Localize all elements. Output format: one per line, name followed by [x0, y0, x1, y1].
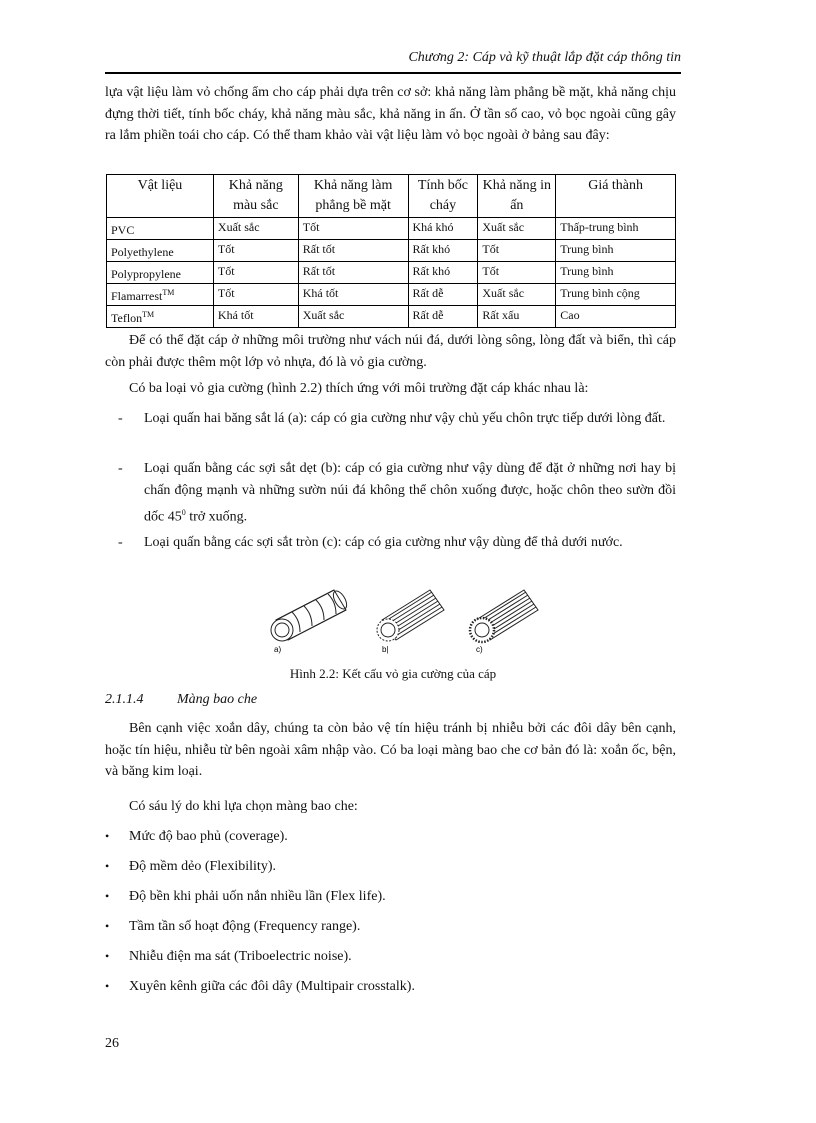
color-cell: Tốt: [213, 262, 298, 284]
color-cell: Khá tốt: [213, 306, 298, 328]
dash-marker: -: [118, 411, 123, 426]
price-cell: Trung bình: [556, 262, 676, 284]
surface-cell: Khá tốt: [298, 284, 408, 306]
intro-paragraph: lựa vật liệu làm vỏ chống ẩm cho cáp phải dựa trên cơ sở: khả năng làm phẳng bề mặt, khả năng chịu đựng thời tiết, tính bốc cháy, khả năng màu sắc, khả năng in ấn. Ở tần số cao, vỏ bọc ngoài cũng gây ra lắm phiền toái cho cáp. Có thể tham khảo vài vật liệu làm vỏ bọc ngoài ở bảng sau đây:: [105, 85, 676, 143]
bullet-item: [105, 856, 276, 877]
bullet-item: [105, 916, 360, 937]
bullet-marker: •: [105, 859, 110, 873]
dash-marker: -: [118, 461, 123, 476]
list-item: [118, 532, 676, 554]
fire-cell: Rất dễ: [408, 284, 478, 306]
print-cell: Tốt: [478, 240, 556, 262]
price-cell: Cao: [556, 306, 676, 328]
print-cell: Xuất sắc: [478, 284, 556, 306]
price-cell: Trung bình cộng: [556, 284, 676, 306]
print-cell: Rất xấu: [478, 306, 556, 328]
list-item-text: Loại quấn bằng các sợi sắt dẹt (b): cáp có gia cường như vậy dùng để đặt ở những nơi hay bị chấn động mạnh và những sườn núi đá không thể chôn xuống được, hoặc chôn theo sườn đồi dốc $45^0$ trở xuống.: [144, 461, 676, 525]
table-row: [107, 262, 676, 284]
figure-label-c: c): [476, 645, 483, 654]
list-item: [118, 408, 676, 430]
bullet-item: [105, 946, 352, 967]
list-item-text: Loại quấn hai băng sắt lá (a): cáp có gia cường như vậy chủ yếu chôn trực tiếp dưới lòng đất.: [144, 411, 666, 426]
bullet-marker: •: [105, 829, 110, 843]
surface-cell: Rất tốt: [298, 262, 408, 284]
bullet-text: Xuyên kênh giữa các đôi dây (Multipair crosstalk).: [129, 979, 415, 994]
cable-b-illustration: [377, 590, 444, 641]
fire-cell: Rất khó: [408, 262, 478, 284]
surface-cell: Tốt: [298, 218, 408, 240]
armor-paragraph: Để có thể đặt cáp ở những môi trường như vách núi đá, dưới lòng sông, lòng đất và biển, thì cáp còn phải được thêm một lớp vỏ nhựa, đó là vỏ gia cường.: [105, 333, 676, 370]
material-cell: Flamarrest™: [107, 284, 214, 306]
table-header-row: [107, 175, 676, 218]
bullet-item: [105, 826, 288, 847]
table-row: [107, 284, 676, 306]
bullet-marker: •: [105, 949, 110, 963]
table-header-cell: Khả năng làm phẳng bề mặt: [298, 175, 408, 218]
list-item-text: Loại quấn bằng các sợi sắt tròn (c): cáp có gia cường như vậy dùng để thả dưới nước.: [144, 535, 623, 550]
materials-table: [106, 174, 676, 328]
bullet-item: [105, 976, 415, 997]
bullet-item: [105, 886, 386, 907]
price-cell: Trung bình: [556, 240, 676, 262]
table-header-cell: Tính bốc cháy: [408, 175, 478, 218]
section-number: 2.1.1.4: [105, 692, 144, 707]
figure-label-b: b|: [382, 645, 389, 654]
surface-cell: Xuất sắc: [298, 306, 408, 328]
table-header-cell: Khả năng in ấn: [478, 175, 556, 218]
fire-cell: Rất khó: [408, 240, 478, 262]
fire-cell: Rất dễ: [408, 306, 478, 328]
section-title: Màng bao che: [177, 692, 258, 707]
page-number: 26: [105, 1036, 119, 1051]
surface-cell: Rất tốt: [298, 240, 408, 262]
table-row: [107, 218, 676, 240]
table-row: [107, 306, 676, 328]
print-cell: Tốt: [478, 262, 556, 284]
bullet-marker: •: [105, 979, 110, 993]
table-row: [107, 240, 676, 262]
cable-c-illustration: [470, 590, 538, 642]
print-cell: Xuất sắc: [478, 218, 556, 240]
table-header-cell: Giá thành: [556, 175, 676, 218]
color-cell: Tốt: [213, 284, 298, 306]
bullet-text: Độ bền khi phải uốn nắn nhiều lần (Flex life).: [129, 889, 386, 904]
material-cell: Polypropylene: [107, 262, 214, 284]
bullet-text: Độ mềm dẻo (Flexibility).: [129, 859, 276, 874]
figure-label-a: a): [274, 645, 282, 654]
shield-reasons-paragraph: Có sáu lý do khi lựa chọn màng bao che:: [129, 799, 358, 814]
table-header-cell: Vật liệu: [107, 175, 214, 218]
bullet-text: Nhiễu điện ma sát (Triboelectric noise).: [129, 949, 352, 964]
material-cell: PVC: [107, 218, 214, 240]
dash-marker: -: [118, 535, 123, 550]
running-header: Chương 2: Cáp và kỹ thuật lắp đặt cáp thông tin: [408, 50, 681, 65]
price-cell: Thấp-trung bình: [556, 218, 676, 240]
material-cell: Teflon™: [107, 306, 214, 328]
cable-a-illustration: [271, 589, 349, 641]
figure-caption: Hình 2.2: Kết cấu vỏ gia cường của cáp: [289, 666, 497, 681]
bullet-marker: •: [105, 919, 110, 933]
bullet-marker: •: [105, 889, 110, 903]
shield-paragraph: Bên cạnh việc xoắn dây, chúng ta còn bảo vệ tín hiệu tránh bị nhiễu bởi các đôi dây bên cạnh, hoặc tín hiệu, nhiễu từ bên ngoài xâm nhập vào. Có ba loại màng bao che cơ bản đó là: xoắn ốc, bện, và băng kim loại.: [105, 721, 676, 779]
material-cell: Polyethylene: [107, 240, 214, 262]
fire-cell: Khá khó: [408, 218, 478, 240]
armor-types-paragraph: Có ba loại vỏ gia cường (hình 2.2) thích ứng với môi trường đặt cáp khác nhau là:: [129, 381, 589, 396]
section-heading: [105, 692, 257, 708]
color-cell: Tốt: [213, 240, 298, 262]
table-header-cell: Khả năng màu sắc: [213, 175, 298, 218]
header-rule: [105, 72, 681, 74]
bullet-text: Tầm tần số hoạt động (Frequency range).: [129, 919, 361, 934]
armored-cable-figure: [270, 586, 550, 656]
bullet-text: Mức độ bao phủ (coverage).: [129, 829, 288, 844]
color-cell: Xuất sắc: [213, 218, 298, 240]
list-item: [118, 458, 676, 529]
